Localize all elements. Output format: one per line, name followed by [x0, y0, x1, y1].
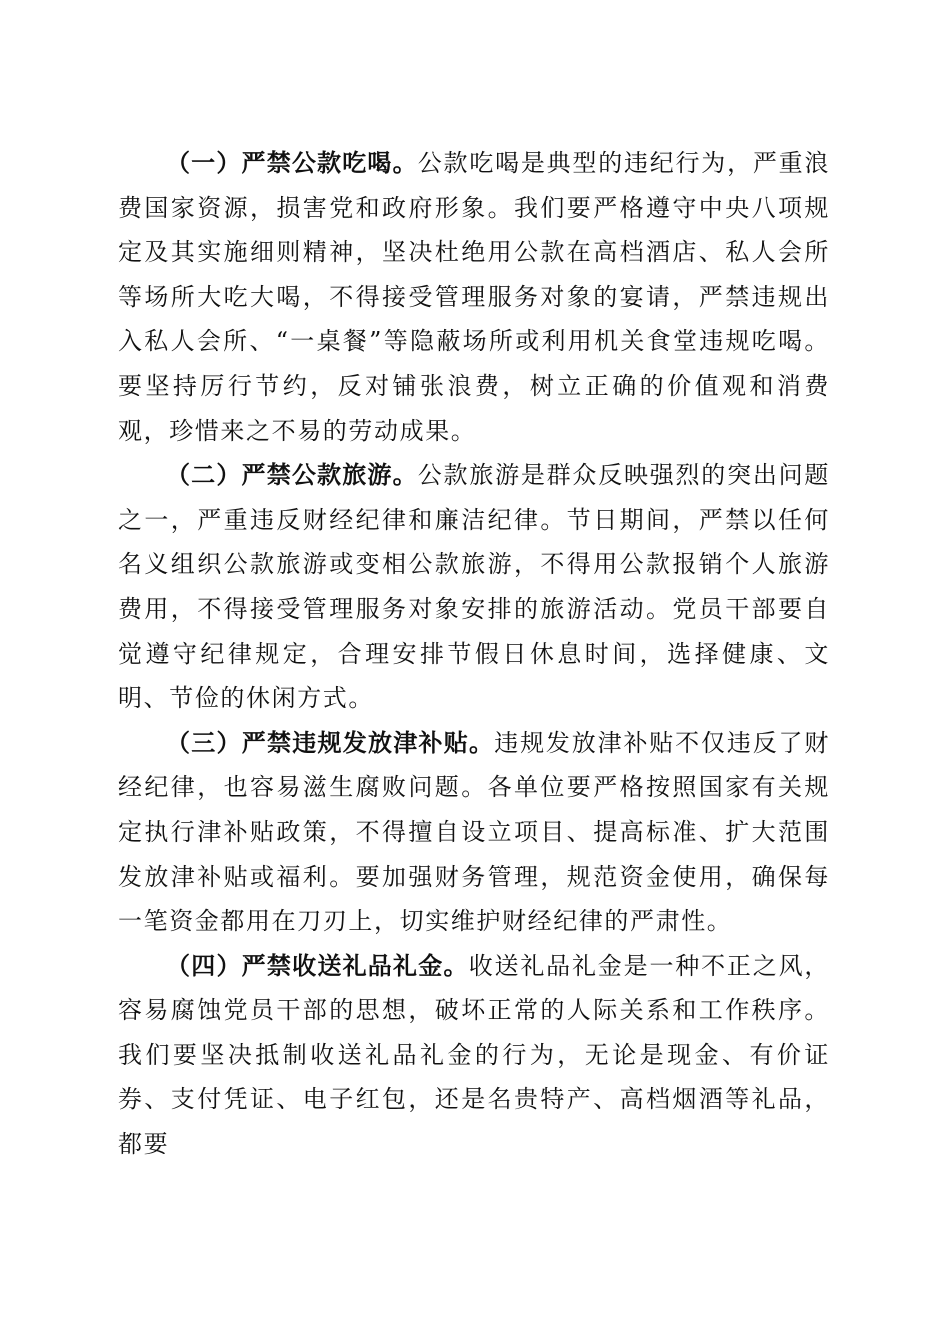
paragraph-3-text: 违规发放津补贴不仅违反了财经纪律，也容易滋生腐败问题。各单位要严格按照国家有关规定执行津补贴政策，不得擅自设立项目、提高标准、扩大范围发放津补贴或福利。要加强财务管理，规范资金使用，确保每一笔资金都用在刀刃上，切实维护财经纪律的严肃性。 [118, 728, 830, 936]
paragraph-2-heading: （二）严禁公款旅游。 [166, 461, 418, 490]
paragraph-1 [118, 141, 830, 453]
paragraph-3-heading: （三）严禁违规发放津补贴。 [166, 728, 495, 757]
paragraph-2 [118, 453, 830, 721]
paragraph-4-heading: （四）严禁收送礼品礼金。 [166, 951, 469, 980]
paragraph-2-text: 公款旅游是群众反映强烈的突出问题之一，严重违反财经纪律和廉洁纪律。节日期间，严禁以任何名义组织公款旅游或变相公款旅游，不得用公款报销个人旅游费用，不得接受管理服务对象安排的旅游活动。党员干部要自觉遵守纪律规定，合理安排节假日休息时间，选择健康、文明、节俭的休闲方式。 [118, 461, 830, 713]
document-body [118, 141, 830, 1167]
paragraph-3 [118, 721, 830, 944]
paragraph-4-text: 收送礼品礼金是一种不正之风，容易腐蚀党员干部的思想，破坏正常的人际关系和工作秩序。我们要坚决抵制收送礼品礼金的行为，无论是现金、有价证券、支付凭证、电子红包，还是名贵特产、高档烟酒等礼品，都要 [118, 951, 830, 1159]
paragraph-4 [118, 944, 830, 1167]
paragraph-1-text: 公款吃喝是典型的违纪行为，严重浪费国家资源，损害党和政府形象。我们要严格遵守中央八项规定及其实施细则精神，坚决杜绝用公款在高档酒店、私人会所等场所大吃大喝，不得接受管理服务对象的宴请，严禁违规出入私人会所、“一桌餐”等隐蔽场所或利用机关食堂违规吃喝。要坚持厉行节约，反对铺张浪费，树立正确的价值观和消费观，珍惜来之不易的劳动成果。 [118, 149, 830, 445]
paragraph-1-heading: （一）严禁公款吃喝。 [166, 149, 418, 177]
